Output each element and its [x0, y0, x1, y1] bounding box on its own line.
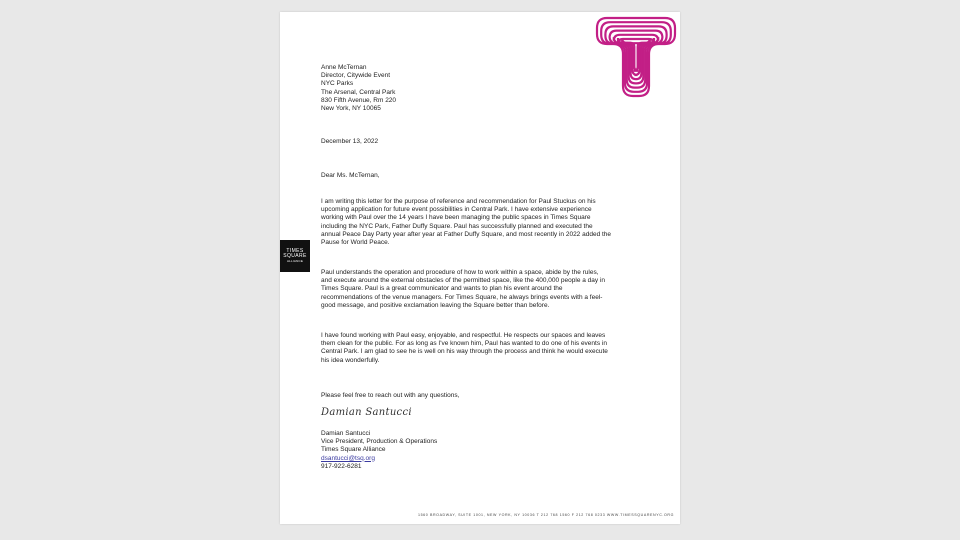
paragraph-2: [321, 269, 676, 310]
times-square-alliance-logo: [280, 240, 310, 272]
side-logo-line2: SQUARE: [283, 253, 307, 259]
recipient-name: Anne McTernan: [321, 64, 367, 71]
paragraph-1: [321, 198, 676, 247]
p3-line: Central Park. I am glad to see he is well on his way through the process and think he would execute: [321, 348, 608, 356]
letterhead-footer: 1560 BROADWAY, SUITE 1001, NEW YORK, NY 10036 T 212 768 1560 F 212 768 0233 WWW.TIMESSQUARENYC.ORG: [417, 513, 674, 517]
p1-line: annual Peace Day Party year after year at Father Duffy Square, and most recently in 2022 added the: [321, 230, 612, 238]
signer-org: Times Square Alliance: [321, 446, 386, 454]
signer-title: Vice President, Production & Operations: [321, 438, 438, 446]
p1-line: including the NYC Park, Father Duffy Square. Paul has successfully planned and executed the: [321, 222, 593, 230]
p2-line: and execute around the external obstacles of the permitted space, like the 400,000 people a day in: [321, 277, 606, 285]
p2-line: good message, and positive exclamation leaving the Square better than before.: [321, 301, 550, 309]
p1-line: upcoming application for future event possibilities in Central Park. I have extensive experience: [321, 206, 592, 214]
side-logo-line1: TIMES: [286, 248, 304, 254]
p2-line: Paul understands the operation and procedure of how to work within a space, abide by the rules,: [321, 269, 599, 276]
p3-line: his idea wonderfully.: [321, 356, 380, 364]
p2-line: Times Square. Paul is a great communicator and wants to plan his event around the: [321, 285, 563, 293]
letter-page: [280, 12, 680, 524]
p3-line: them clean for the public. For as long as I've known him, Paul has wanted to do one of his events in: [321, 340, 607, 348]
paragraph-3: [321, 332, 676, 365]
times-square-t-logo: [593, 14, 679, 100]
salutation: Dear Ms. McTernan,: [321, 172, 380, 179]
p2-line: recommendations of the venue managers. For Times Square, he always brings events with a feel-: [321, 293, 603, 301]
letter-date: December 13, 2022: [321, 138, 379, 145]
recipient-street: 830 Fifth Avenue, Rm 220: [321, 96, 397, 104]
closing-line: Please feel free to reach out with any questions,: [321, 392, 460, 399]
signer-email-link[interactable]: dsantucci@tsq.org: [321, 454, 375, 462]
recipient-title: Director, Citywide Event: [321, 72, 390, 80]
recipient-org: NYC Parks: [321, 80, 354, 88]
side-logo-line3: ALLIANCE: [286, 259, 304, 263]
recipient-city: New York, NY 10065: [321, 105, 381, 113]
handwritten-signature: Damian Santucci: [321, 407, 412, 418]
p1-line: Pause for World Peace.: [321, 239, 390, 247]
p1-line: I am writing this letter for the purpose of reference and recommendation for Paul Stuckus on his: [321, 198, 596, 205]
signer-block: [321, 430, 437, 471]
p1-line: working with Paul over the 14 years I have been managing the public spaces in Times Square: [321, 214, 591, 222]
p3-line: I have found working with Paul easy, enjoyable, and respectful. He respects our spaces and leaves: [321, 332, 606, 339]
signer-phone: 917-922-6281: [321, 462, 362, 470]
recipient-building: The Arsenal, Central Park: [321, 88, 396, 96]
signer-name: Damian Santucci: [321, 430, 371, 437]
recipient-address: [321, 64, 396, 113]
